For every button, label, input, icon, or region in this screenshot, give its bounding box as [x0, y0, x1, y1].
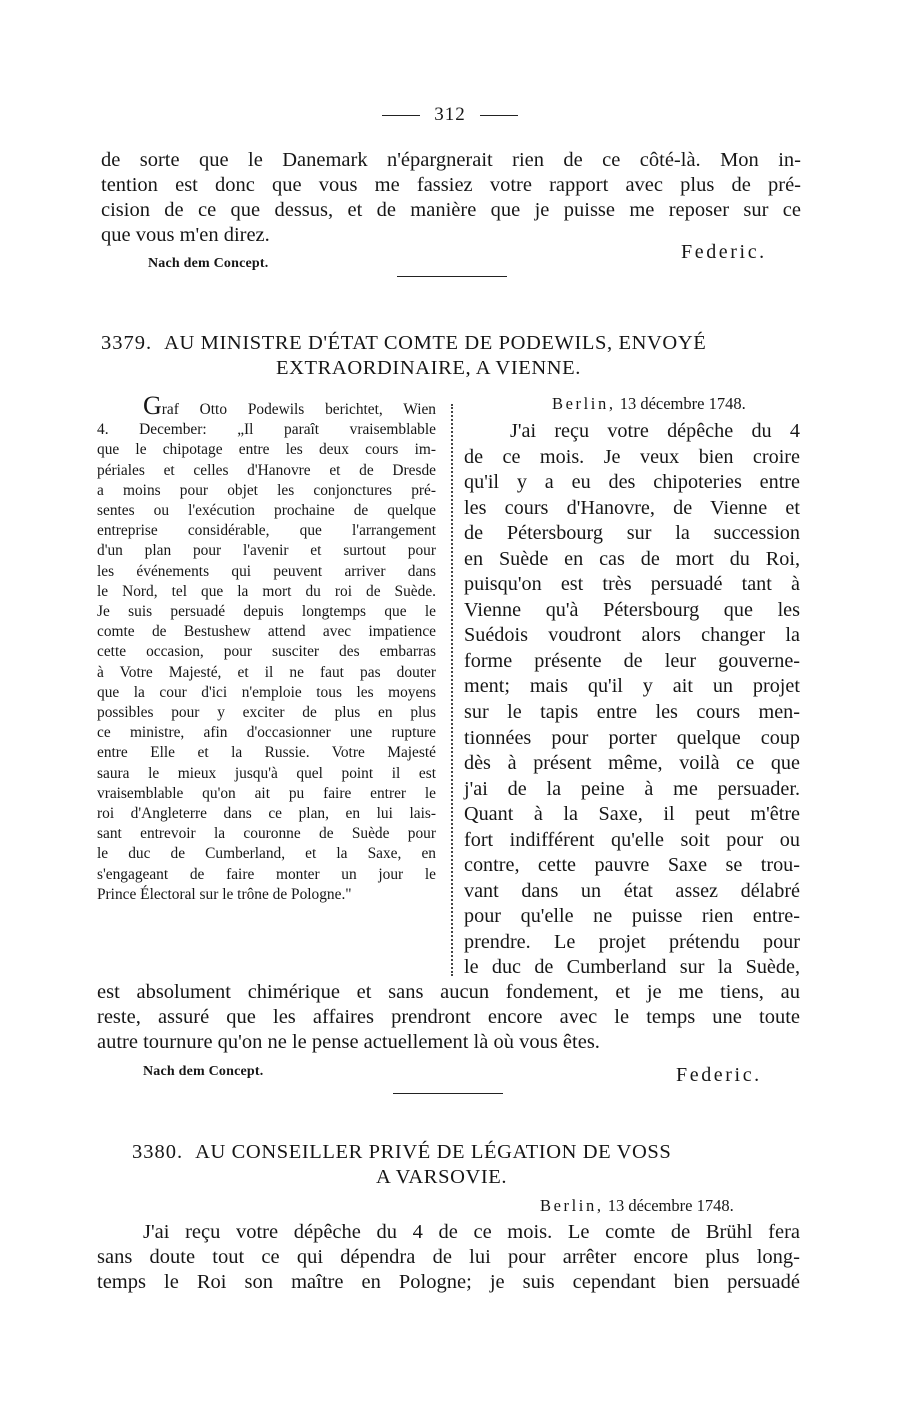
source-note: Nach dem Concept. [148, 256, 269, 271]
body-line: en Suède en cas de mort du Roi, [464, 547, 800, 570]
dateline [540, 1196, 734, 1216]
letter-heading-line2: EXTRAORDINAIRE, A VIENNE. [276, 357, 582, 379]
dateline-date: 13 décembre 1748. [607, 1196, 734, 1215]
body-line: vant dans un état assez délabré [464, 879, 800, 902]
dateline-place: Berlin, [540, 1196, 604, 1215]
letter-heading [101, 332, 706, 355]
letter-heading [132, 1141, 671, 1164]
body-line: contre, cette pauvre Saxe se trou- [464, 854, 800, 877]
paragraph-line: cision de ce que dessus, et de manière que je puisse me reposer sur ce [101, 199, 801, 221]
letter-body-continuation [97, 980, 800, 1055]
top-paragraph [101, 148, 801, 248]
summary-line: périales et celles d'Hanovre et de Dresde [97, 461, 436, 479]
summary-line: sant entrevoir la couronne de Suède pour [97, 825, 436, 843]
body-line: fort indifférent qu'elle soit pour ou [464, 828, 800, 851]
body-line: ment; mais qu'il y ait un projet [464, 675, 800, 698]
summary-line: ce ministre, afin d'occasionner une rupture [97, 724, 436, 742]
summary-line: s'engageant de faire monter un jour le [97, 865, 436, 883]
body-line: prendre. Le projet prétendu pour [464, 930, 800, 953]
summary-line: les événements qui peuvent arriver dans [97, 562, 436, 580]
summary-line: vraisemblable qu'on ait pu faire entrer le [97, 784, 436, 802]
body-line: Vienne qu'à Pétersbourg que les [464, 598, 800, 621]
signature: Federic. [676, 1064, 762, 1086]
section-divider [397, 276, 507, 277]
page-number-dash-left [382, 115, 420, 116]
dateline-date: 13 décembre 1748. [619, 394, 746, 413]
body-line: de ce mois. Je veux bien croire [464, 445, 800, 468]
dateline-place: Berlin, [552, 394, 616, 413]
body-line: pour qu'elle ne puisse rien entre- [464, 905, 800, 928]
letter-heading-line1: AU MINISTRE D'ÉTAT COMTE DE PODEWILS, ENVOYÉ [164, 332, 707, 354]
paragraph-line: que vous m'en direz. [101, 224, 270, 246]
letter-heading-line1: AU CONSEILLER PRIVÉ DE LÉGATION DE VOSS [195, 1141, 672, 1163]
section-divider [393, 1093, 503, 1094]
body-line: sur le tapis entre les cours men- [464, 701, 800, 724]
summary-line: roi d'Angleterre dans ce plan, en lui lais- [97, 805, 436, 823]
summary-line: sentes ou l'exécution prochaine de quelque [97, 502, 436, 520]
body-line: est absolument chimérique et sans aucun fondement, et je me tiens, au [97, 981, 800, 1003]
body-line: j'ai de la peine à me persuader. [464, 777, 800, 800]
body-line: le duc de Cumberland sur la Suède, [464, 956, 800, 979]
body-line: qu'il y a eu des chipoteries entre [464, 471, 800, 494]
summary-line [97, 391, 436, 420]
summary-line: à Votre Majesté, et il ne faut pas douter [97, 663, 436, 681]
letter-number: 3380. [132, 1141, 184, 1163]
paragraph-line: tention est donc que vous me fassiez votre rapport avec plus de pré- [101, 174, 801, 196]
summary-line: que le chipotage entre les deux cours im- [97, 441, 436, 459]
summary-line: le Nord, tel que la mort du roi de Suède. [97, 582, 436, 600]
summary-line: 4. December: „Il paraît vraisemblable [97, 421, 436, 439]
page-number-dash-right [480, 115, 518, 116]
body-line: J'ai reçu votre dépêche du 4 [510, 420, 800, 442]
body-line: Suédois voudront alors changer la [464, 624, 800, 647]
body-line: Quant à la Saxe, il peut m'être [464, 803, 800, 826]
summary-column [97, 391, 436, 905]
summary-line: d'un plan pour l'avenir et surtout pour [97, 542, 436, 560]
summary-line: le duc de Cumberland, et la Saxe, en [97, 845, 436, 863]
column-separator [451, 404, 453, 976]
body-line: forme présente de leur gouverne- [464, 649, 800, 672]
body-line: sans doute tout ce qui dépendra de lui pour arrêter encore plus long- [97, 1246, 800, 1268]
letter-heading-line2: A VARSOVIE. [376, 1166, 508, 1188]
body-line: autre tournure qu'on ne le pense actuellement là où vous êtes. [97, 1031, 600, 1053]
summary-line: cette occasion, pour susciter des embarras [97, 643, 436, 661]
letter-number: 3379. [101, 332, 153, 354]
page-number: 312 [0, 104, 900, 126]
letter-body-column [464, 419, 800, 981]
summary-line: comte de Bestushew attend avec impatience [97, 623, 436, 641]
body-line: les cours d'Hanovre, de Vienne et [464, 496, 800, 519]
summary-line: entreprise considérable, que l'arrangement [97, 522, 436, 540]
dateline [552, 394, 746, 414]
letter-body [97, 1220, 800, 1295]
paragraph-line: de sorte que le Danemark n'épargnerait rien de ce côté-là. Mon in- [101, 149, 801, 171]
summary-line: entre Elle et la Russie. Votre Majesté [97, 744, 436, 762]
signature: Federic. [681, 241, 767, 263]
initial-letter: G [143, 391, 162, 420]
body-line: dès à présent même, voilà ce que [464, 752, 800, 775]
summary-line-text: raf Otto Podewils berichtet, Wien [161, 401, 436, 418]
body-line: temps le Roi son maître en Pologne; je suis cependant bien persuadé [97, 1271, 800, 1293]
summary-line: que la cour d'ici n'emploie tous les moyens [97, 683, 436, 701]
body-line: J'ai reçu votre dépêche du 4 de ce mois. Le comte de Brühl fera [143, 1221, 800, 1243]
body-line: de Pétersbourg sur la succession [464, 522, 800, 545]
summary-line: saura le mieux jusqu'à quel point il est [97, 764, 436, 782]
summary-line: Prince Électoral sur le trône de Pologne." [97, 885, 352, 903]
summary-line: Je suis persuadé depuis longtemps que le [97, 603, 436, 621]
summary-line: possibles pour y exciter de plus en plus [97, 704, 436, 722]
body-line: tionnées pour porter quelque coup [464, 726, 800, 749]
summary-line: a moins pour objet les conjonctures pré- [97, 481, 436, 499]
body-line: puisqu'on est très persuadé tant à [464, 573, 800, 596]
body-line: reste, assuré que les affaires prendront encore avec le temps une toute [97, 1006, 800, 1028]
source-note: Nach dem Concept. [143, 1064, 264, 1079]
